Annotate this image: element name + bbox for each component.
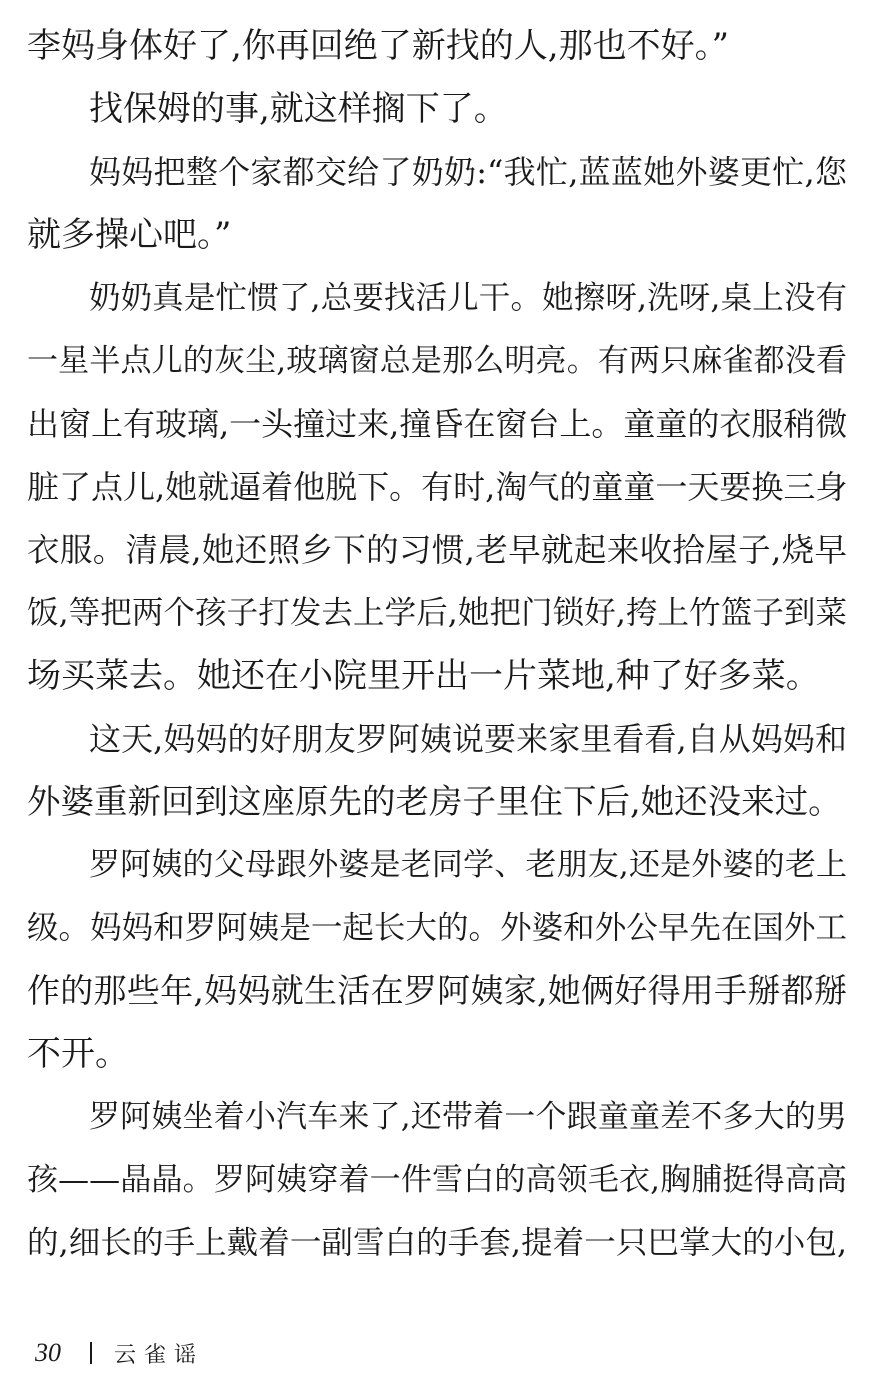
text-line: 一星半点儿的灰尘,玻璃窗总是那么明亮。有两只麻雀都没看	[27, 343, 847, 379]
text-line: 罗阿姨的父母跟外婆是老同学、老朋友,还是外婆的老上	[89, 847, 847, 883]
text-line: 饭,等把两个孩子打发去上学后,她把门锁好,挎上竹篮子到菜	[27, 595, 847, 631]
text-line: 李妈身体好了,你再回绝了新找的人,那也不好。”	[27, 26, 729, 66]
text-line: 孩——晶晶。罗阿姨穿着一件雪白的高领毛衣,胸脯挺得高高	[27, 1162, 847, 1198]
text-line: 出窗上有玻璃,一头撞过来,撞昏在窗台上。童童的衣服稍微	[27, 405, 848, 443]
text-line: 衣服。清晨,她还照乡下的习惯,老早就起来收拾屋子,烧早	[27, 531, 847, 569]
text-line: 的,细长的手上戴着一副雪白的手套,提着一只巴掌大的小包,	[27, 1225, 847, 1261]
text-line: 奶奶真是忙惯了,总要找活儿干。她擦呀,洗呀,桌上没有	[89, 280, 847, 316]
text-line: 外婆重新回到这座原先的老房子里住下后,她还没来过。	[27, 782, 842, 821]
text-line: 妈妈把整个家都交给了奶奶:“我忙,蓝蓝她外婆更忙,您	[89, 153, 847, 191]
book-title: 云雀谣	[114, 1342, 205, 1368]
page-number: 30	[35, 1338, 61, 1367]
text-line: 就多操心吧。”	[27, 215, 232, 255]
text-line: 找保姆的事,就这样搁下了。	[89, 89, 508, 129]
text-line: 不开。	[27, 1034, 129, 1074]
text-line: 场买菜去。她还在小院里开出一片菜地,种了好多菜。	[27, 656, 820, 696]
text-line: 脏了点儿,她就逼着他脱下。有时,淘气的童童一天要换三身	[27, 468, 848, 506]
text-line: 级。妈妈和罗阿姨是一起长大的。外婆和外公早先在国外工	[27, 910, 847, 946]
text-line: 罗阿姨坐着小汽车来了,还带着一个跟童童差不多大的男	[89, 1099, 847, 1135]
page-footer	[35, 1336, 204, 1370]
footer-divider	[90, 1342, 92, 1364]
text-line: 这天,妈妈的好朋友罗阿姨说要来家里看看,自从妈妈和	[89, 720, 847, 758]
text-line: 作的那些年,妈妈就生活在罗阿姨家,她俩好得用手掰都掰	[27, 971, 847, 1010]
